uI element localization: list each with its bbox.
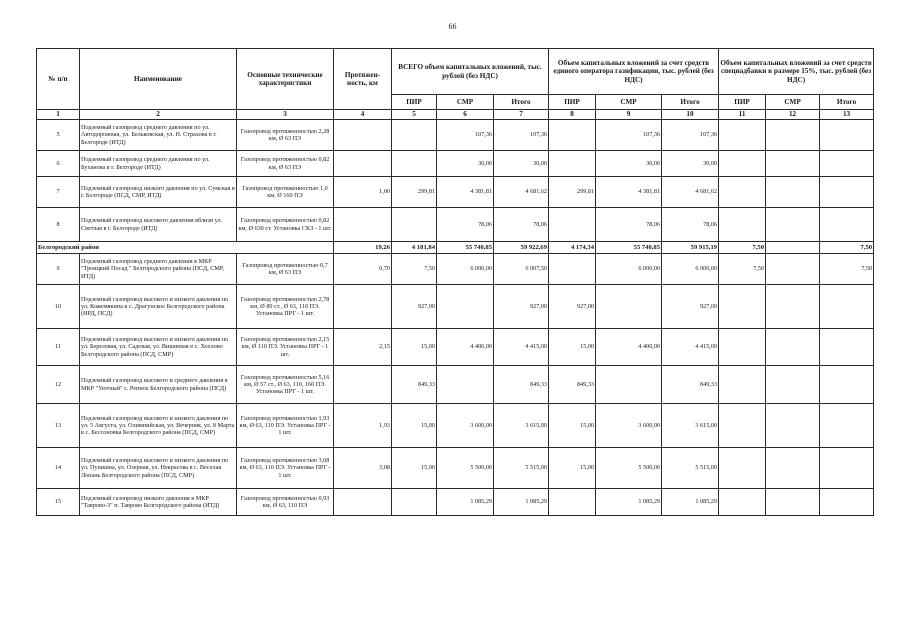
row-special-itogo: [820, 448, 874, 489]
row-special-itogo: [820, 329, 874, 366]
row-number: 9: [37, 254, 80, 285]
row-special-smr: [766, 329, 820, 366]
row-characteristics: Газопровод протяженностью 1,93 км, Ø 63, 110 ПЭ. Установка ПРГ - 1 шт.: [237, 404, 334, 448]
header-itogo: Итого: [820, 95, 874, 110]
row-characteristics: Газопровод протяженностью 0,82 км, Ø 630 ст. Установка СКЗ - 1 шт.: [237, 208, 334, 242]
row-smr: 3 600,00: [437, 404, 494, 448]
row-special-pir: [719, 285, 766, 329]
row-special-pir: 7,50: [719, 254, 766, 285]
row-number: 8: [37, 208, 80, 242]
header-pir: ПИР: [719, 95, 766, 110]
column-index-row: [37, 110, 874, 120]
section-op-itogo: 59 915,19: [662, 242, 719, 254]
row-special-pir: [719, 366, 766, 404]
column-index: 8: [549, 110, 596, 120]
header-operator-group: Объем капитальных вложений за счет средств единого оператора газификации, тыс. рублей (без НДС): [549, 49, 719, 95]
row-itogo: 927,00: [494, 285, 549, 329]
row-length: 3,08: [334, 448, 392, 489]
row-special-itogo: [820, 151, 874, 177]
row-operator-smr: 3 600,00: [596, 404, 662, 448]
row-length: [334, 151, 392, 177]
row-pir: 299,81: [392, 177, 437, 208]
row-characteristics: Газопровод протяженностью 2,28 км, Ø 63 ПЭ: [237, 120, 334, 151]
header-length: Протяжен-ность, км: [334, 49, 392, 110]
row-operator-pir: 299,81: [549, 177, 596, 208]
row-operator-itogo: 5 515,00: [662, 448, 719, 489]
row-itogo: 5 515,00: [494, 448, 549, 489]
row-special-pir: [719, 489, 766, 516]
row-operator-smr: [596, 285, 662, 329]
row-smr: 6 000,00: [437, 254, 494, 285]
row-number: 13: [37, 404, 80, 448]
row-number: 11: [37, 329, 80, 366]
row-operator-pir: [549, 120, 596, 151]
header-characteristics: Основные технические характеристики: [237, 49, 334, 110]
row-number: 12: [37, 366, 80, 404]
row-smr: 4 400,00: [437, 329, 494, 366]
header-total-group: ВСЕГО объем капитальных вложений, тыс. рублей (без НДС): [392, 49, 549, 95]
header-smr: СМР: [596, 95, 662, 110]
table-row: [37, 489, 874, 516]
table-row: [37, 120, 874, 151]
row-special-itogo: 7,50: [820, 254, 874, 285]
row-itogo: 6 007,50: [494, 254, 549, 285]
row-number: 5: [37, 120, 80, 151]
row-operator-smr: 1 085,29: [596, 489, 662, 516]
row-itogo: 107,36: [494, 120, 549, 151]
row-special-smr: [766, 489, 820, 516]
row-pir: [392, 120, 437, 151]
row-special-itogo: [820, 177, 874, 208]
row-itogo: 849,33: [494, 366, 549, 404]
row-special-pir: [719, 329, 766, 366]
row-number: 10: [37, 285, 80, 329]
row-smr: 5 500,00: [437, 448, 494, 489]
row-operator-pir: [549, 489, 596, 516]
table-row: [37, 151, 874, 177]
row-special-pir: [719, 448, 766, 489]
row-operator-smr: 4 400,00: [596, 329, 662, 366]
column-index: 12: [766, 110, 820, 120]
row-name: Подземный газопровод среднего давления по ул. Автодорожная, ул. Бельковская, ул. Н. Страхова в г. Белгороде (ИТД): [80, 120, 237, 151]
table-row: [37, 254, 874, 285]
row-name: Подземный газопровод среднего давления в МКР "Троицкий Посад " Белгородского района (ПСД, СМР, ИТД): [80, 254, 237, 285]
table-row: [37, 448, 874, 489]
row-operator-itogo: 3 615,00: [662, 404, 719, 448]
row-operator-smr: [596, 366, 662, 404]
row-characteristics: Газопровод протяженностью 2,78 км, Ø 89 ст., Ø 63, 110 ПЭ. Установка ПРГ - 1 шт.: [237, 285, 334, 329]
row-characteristics: Газопровод протяженностью 0,93 км, Ø 63, 110 ПЭ: [237, 489, 334, 516]
row-operator-pir: 15,00: [549, 448, 596, 489]
row-length: 1,00: [334, 177, 392, 208]
row-length: [334, 285, 392, 329]
row-operator-smr: 4 381,81: [596, 177, 662, 208]
table-row: [37, 404, 874, 448]
header-smr: СМР: [766, 95, 820, 110]
column-index: 9: [596, 110, 662, 120]
column-index: 1: [37, 110, 80, 120]
table-row: [37, 285, 874, 329]
row-pir: [392, 151, 437, 177]
column-index: 10: [662, 110, 719, 120]
row-number: 14: [37, 448, 80, 489]
row-special-smr: [766, 254, 820, 285]
section-op-pir: 4 174,34: [549, 242, 596, 254]
row-smr: [437, 366, 494, 404]
row-operator-pir: [549, 254, 596, 285]
row-smr: 30,00: [437, 151, 494, 177]
header-num: № п/п: [37, 49, 80, 110]
row-special-smr: [766, 208, 820, 242]
header-smr: СМР: [437, 95, 494, 110]
row-special-smr: [766, 366, 820, 404]
row-characteristics: Газопровод протяженностью 1,0 км, Ø 160 ПЭ: [237, 177, 334, 208]
row-pir: 849,33: [392, 366, 437, 404]
row-operator-itogo: 849,33: [662, 366, 719, 404]
row-special-pir: [719, 208, 766, 242]
row-number: 7: [37, 177, 80, 208]
row-name: Подземный газопровод низкого давления по ул. Сумская в г. Белгороде (ПСД, СМР, ИТД): [80, 177, 237, 208]
row-special-itogo: [820, 404, 874, 448]
row-pir: 7,50: [392, 254, 437, 285]
row-special-pir: [719, 151, 766, 177]
row-special-smr: [766, 404, 820, 448]
row-pir: [392, 489, 437, 516]
row-characteristics: Газопровод протяженностью 3,08 км, Ø 63, 110 ПЭ. Установка ПРГ - 1 шт.: [237, 448, 334, 489]
row-operator-pir: 15,00: [549, 329, 596, 366]
section-op-smr: 55 740,85: [596, 242, 662, 254]
section-len: 19,26: [334, 242, 392, 254]
row-smr: [437, 285, 494, 329]
row-length: [334, 366, 392, 404]
section-title: Белгородский район: [37, 242, 334, 254]
row-operator-itogo: 4 415,00: [662, 329, 719, 366]
row-pir: 15,00: [392, 329, 437, 366]
row-operator-pir: 849,33: [549, 366, 596, 404]
row-name: Подземный газопровод высокого и низкого давления по ул. Кожемякина в с. Драгунское Белгородского района (ИРД, ПСД): [80, 285, 237, 329]
page-number: 66: [448, 22, 457, 31]
section-row: [37, 242, 874, 254]
table-row: [37, 329, 874, 366]
row-length: [334, 120, 392, 151]
section-sp-smr: [766, 242, 820, 254]
header-pir: ПИР: [392, 95, 437, 110]
section-pir: 4 181,84: [392, 242, 437, 254]
column-index: 11: [719, 110, 766, 120]
row-length: 1,93: [334, 404, 392, 448]
row-special-smr: [766, 177, 820, 208]
row-operator-smr: 78,06: [596, 208, 662, 242]
row-name: Подземный газопровод высокого и низкого давления по ул. 5 Августа, ул. Олимпийская, ул. Вечерняя, ул. 8 Марта в с. Бессоновка Белгородского района (ПСД, СМР): [80, 404, 237, 448]
row-operator-smr: 6 000,00: [596, 254, 662, 285]
row-special-itogo: [820, 208, 874, 242]
row-length: 2,15: [334, 329, 392, 366]
row-operator-pir: [549, 151, 596, 177]
section-sp-itogo: 7,50: [820, 242, 874, 254]
column-index: 13: [820, 110, 874, 120]
row-characteristics: Газопровод протяженностью 2,15 км, Ø 110 ПЭ. Установка ПРГ - 1 шт.: [237, 329, 334, 366]
row-characteristics: Газопровод протяженностью 0,82 км, Ø 63 ПЭ: [237, 151, 334, 177]
column-index: 6: [437, 110, 494, 120]
column-index: 3: [237, 110, 334, 120]
header-itogo: Итого: [662, 95, 719, 110]
row-special-pir: [719, 404, 766, 448]
section-itogo: 59 922,69: [494, 242, 549, 254]
row-operator-itogo: 78,06: [662, 208, 719, 242]
header-name: Наименование: [80, 49, 237, 110]
row-length: [334, 489, 392, 516]
row-smr: 78,06: [437, 208, 494, 242]
row-special-itogo: [820, 489, 874, 516]
row-itogo: 4 415,00: [494, 329, 549, 366]
row-number: 6: [37, 151, 80, 177]
row-pir: 927,00: [392, 285, 437, 329]
row-special-smr: [766, 120, 820, 151]
section-sp-pir: 7,50: [719, 242, 766, 254]
row-name: Подземный газопровод высокого и среднего давления в МКР "Уютный" с. Репное Белгородского района (ПСД): [80, 366, 237, 404]
row-itogo: 4 681,62: [494, 177, 549, 208]
row-special-pir: [719, 120, 766, 151]
header-itogo: Итого: [494, 95, 549, 110]
section-smr: 55 740,85: [437, 242, 494, 254]
row-name: Подземный газопровод высокого давления вблизи ул. Светлая в г. Белгороде (ИТД): [80, 208, 237, 242]
row-smr: 107,36: [437, 120, 494, 151]
row-length: [334, 208, 392, 242]
row-smr: 4 381,81: [437, 177, 494, 208]
row-pir: 15,00: [392, 448, 437, 489]
row-operator-smr: 30,00: [596, 151, 662, 177]
column-index: 7: [494, 110, 549, 120]
row-characteristics: Газопровод протяженностью 5,16 км, Ø 57 ст., Ø 63, 110, 160 ПЭ. Установка ПРГ - 1 шт.: [237, 366, 334, 404]
row-itogo: 30,00: [494, 151, 549, 177]
row-operator-pir: 15,00: [549, 404, 596, 448]
row-operator-pir: 927,00: [549, 285, 596, 329]
capital-investment-table: [36, 48, 874, 516]
row-operator-smr: 5 500,00: [596, 448, 662, 489]
row-smr: 1 085,29: [437, 489, 494, 516]
row-special-smr: [766, 285, 820, 329]
row-operator-itogo: 927,00: [662, 285, 719, 329]
row-itogo: 1 085,29: [494, 489, 549, 516]
row-name: Подземный газопровод высокого и низкого давления по ул. Березовая, ул. Садовая, ул. Вишневая в с. Хохлово Белгородского района (ПСД, СМР): [80, 329, 237, 366]
row-pir: [392, 208, 437, 242]
row-number: 15: [37, 489, 80, 516]
row-operator-itogo: 4 681,62: [662, 177, 719, 208]
row-special-itogo: [820, 366, 874, 404]
table-row: [37, 366, 874, 404]
column-index: 2: [80, 110, 237, 120]
row-length: 0,70: [334, 254, 392, 285]
row-name: Подземный газопровод среднего давления по ул. Буханова в г. Белгороде (ИТД): [80, 151, 237, 177]
row-special-itogo: [820, 285, 874, 329]
row-special-smr: [766, 448, 820, 489]
row-operator-itogo: 30,00: [662, 151, 719, 177]
header-special-group: Объем капитальных вложений за счет средств спецнадбавки в размере 15%, тыс. рублей (без НДС): [719, 49, 874, 95]
row-name: Подземный газопровод низкого давления в МКР "Таврово-3" п. Таврово Белгородского района (ИТД): [80, 489, 237, 516]
header-pir: ПИР: [549, 95, 596, 110]
row-itogo: 78,06: [494, 208, 549, 242]
row-pir: 15,00: [392, 404, 437, 448]
row-operator-pir: [549, 208, 596, 242]
row-operator-itogo: 1 085,29: [662, 489, 719, 516]
table-row: [37, 208, 874, 242]
row-operator-smr: 107,36: [596, 120, 662, 151]
row-special-itogo: [820, 120, 874, 151]
table-row: [37, 177, 874, 208]
row-special-pir: [719, 177, 766, 208]
row-operator-itogo: 6 000,00: [662, 254, 719, 285]
row-name: Подземный газопровод высокого и низкого давления по ул. Пушкина, ул. Озерная, ул. Некрасова в с. Веселая Лопань Белгородского района (ПСД, СМР): [80, 448, 237, 489]
row-special-smr: [766, 151, 820, 177]
row-itogo: 3 615,00: [494, 404, 549, 448]
column-index: 5: [392, 110, 437, 120]
row-operator-itogo: 107,36: [662, 120, 719, 151]
column-index: 4: [334, 110, 392, 120]
row-characteristics: Газопровод протяженностью 0,7 км, Ø 63 ПЭ: [237, 254, 334, 285]
